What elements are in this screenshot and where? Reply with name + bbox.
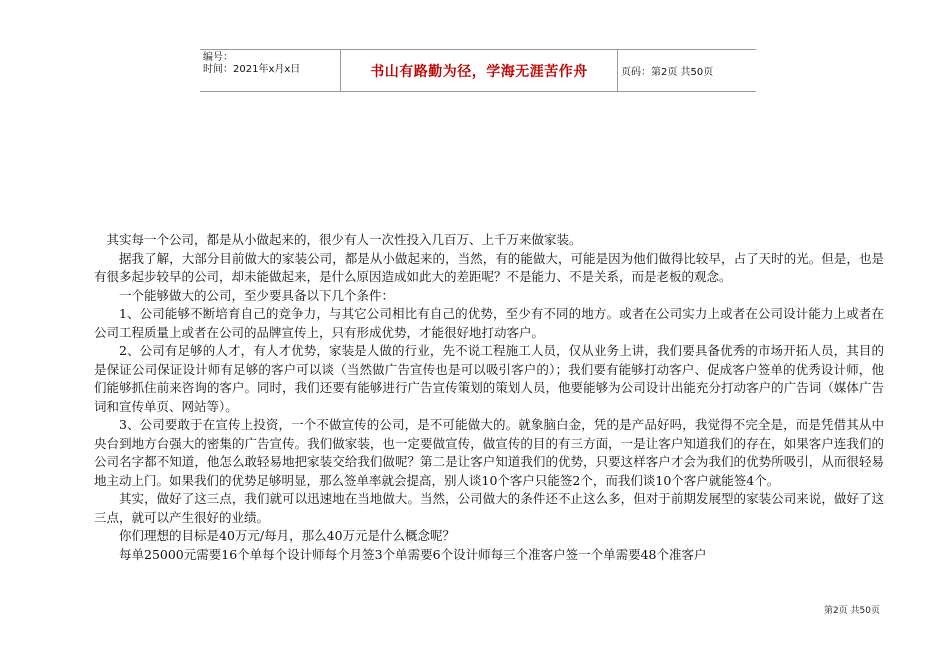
header-page-cell [618,50,756,91]
paragraph: 其实每一个公司，都是从小做起来的，很少有人一次性投入几百万、上千万来做家装。 [106,232,582,247]
header-info-cell [200,50,341,91]
document-body [94,231,884,564]
paragraph: 3、公司要敢于在宣传上投资，一个不做宣传的公司，是不可能做大的。就象脑白金，凭的是产品好吗，我觉得不完全是，而是凭借其从中央台到地方台强大的密集的广告宣传。我们做家装，也一定要做宣传，做宣传的目的有三方面，一是让客户知道我们的存在，如果客户连我们的公司名字都不知道，他怎么敢轻易地把家装交给我们做呢？第二是让客户知道我们的优势，只要这样客户才会为我们的优势所吸引，从而很轻易地主动上门。如果我们的优势足够明显，那么签单率就会提高，别人谈10个客户只能签2个，而我们谈10个客户就能签4个。 [94,417,884,488]
paragraph: 每单25000元需要16个单每个设计师每个月签3个单需要6个设计师每三个准客户签一个单需要48个准客户 [119,546,707,562]
page-footer: 第2页 共50页 [823,606,880,616]
paragraph: 其实，做好了这三点，我们就可以迅速地在当地做大。当然，公司做大的条件还不止这么多，但对于前期发展型的家装公司来说，做好了这三点，就可以产生很好的业绩。 [94,491,884,525]
paragraph: 一个能够做大的公司，至少要具备以下几个条件： [119,287,395,303]
page-label: 页码：第2页 共50页 [621,67,714,78]
page-header [200,49,756,92]
header-motto-cell [341,50,618,91]
paragraph: 你们理想的目标是40万元/每月，那么40万元是什么概念呢？ [119,528,456,543]
paragraph: 1、公司能够不断培育自己的竞争力，与其它公司相比有自己的优势，至少有不同的地方。或者在公司实力上或者在公司设计能力上或者在公司工程质量上或者在公司的品牌宣传上，只有形成优势，才能很好地打动客户。 [94,306,884,340]
paragraph: 据我了解，大部分目前做大的家装公司，都是从小做起来的，当然，有的能做大，可能是因为他们做得比较早，占了天时的光。但是，也是有很多起步较早的公司，却未能做起来，是什么原因造成如此大的差距呢？不是能力、不是关系，而是老板的观念。 [94,250,884,284]
paragraph: 2、公司有足够的人才，有人才优势，家装是人做的行业，先不说工程施工人员，仅从业务上讲，我们要具备优秀的市场开拓人员，其目的是保证公司保证设计师有足够的客户可以谈（当然做广告宣传也是可以吸引客户的）；我们要有能够打动客户、促成客户签单的优秀设计师，他们能够抓住前来咨询的客户。同时，我们还要有能够进行广告宣传策划的策划人员，他要能够为公司设计出能充分打动客户的广告词（媒体广告词和宣传单页、网站等）。 [94,343,884,414]
motto-text: 书山有路勤为径，学海无涯苦作舟 [370,63,588,80]
code-label: 编号： [203,52,233,63]
time-label: 时间：2021年x月x日 [203,64,301,75]
